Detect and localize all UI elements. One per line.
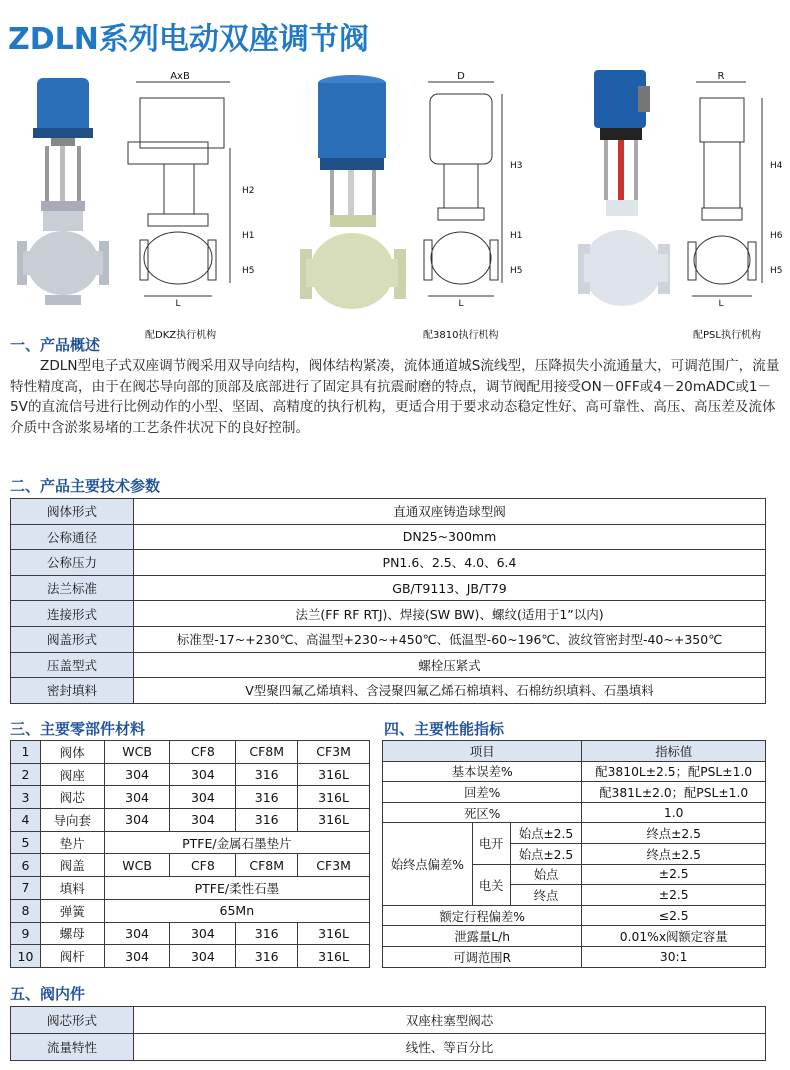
material-cell: 304 bbox=[170, 786, 236, 809]
part-name: 垫片 bbox=[40, 831, 104, 854]
material-cell: WCB bbox=[104, 741, 170, 764]
material-cell: 316L bbox=[298, 763, 370, 786]
material-cell: PTFE/柔性石墨 bbox=[104, 877, 369, 900]
valve-drawing-3810 bbox=[418, 68, 523, 309]
spec-value: PN1.6、2.5、4.0、6.4 bbox=[134, 550, 766, 576]
table-row bbox=[383, 782, 766, 803]
table-row bbox=[383, 761, 766, 782]
table-row bbox=[383, 823, 766, 844]
part-name: 阀芯 bbox=[40, 786, 104, 809]
table-row bbox=[11, 524, 766, 550]
spec-value: 标准型-17~+230℃、高温型+230~+450℃、低温型-60~196℃、波纹管密封型-40~+350℃ bbox=[134, 626, 766, 652]
section-heading-specs: 二、产品主要技术参数 bbox=[10, 477, 161, 495]
row-number: 4 bbox=[11, 809, 41, 832]
page-title: ZDLN系列电动双座调节阀 bbox=[8, 22, 369, 57]
spec-key: 法兰标准 bbox=[11, 575, 134, 601]
figures-row bbox=[0, 68, 790, 340]
spec-key: 公称通径 bbox=[11, 524, 134, 550]
perf-subkey: 终点 bbox=[510, 885, 582, 906]
dim-label: L bbox=[718, 299, 724, 309]
perf-value: ≤2.5 bbox=[582, 905, 766, 926]
table-row bbox=[11, 786, 370, 809]
part-name: 螺母 bbox=[40, 922, 104, 945]
section-heading-performance: 四、主要性能指标 bbox=[384, 720, 505, 738]
table-row bbox=[383, 802, 766, 823]
material-cell: CF3M bbox=[298, 741, 370, 764]
internals-table bbox=[10, 1006, 766, 1061]
material-cell: CF8 bbox=[170, 854, 236, 877]
table-row bbox=[11, 678, 766, 704]
dim-label: H5 bbox=[770, 266, 783, 276]
internal-key: 流量特性 bbox=[11, 1034, 134, 1061]
perf-value: 终点±2.5 bbox=[582, 843, 766, 864]
material-cell: 316L bbox=[298, 922, 370, 945]
material-cell: WCB bbox=[104, 854, 170, 877]
material-cell: CF8M bbox=[236, 741, 298, 764]
part-name: 阀体 bbox=[40, 741, 104, 764]
table-row bbox=[11, 899, 370, 922]
table-row bbox=[11, 922, 370, 945]
dim-label: L bbox=[175, 299, 181, 309]
row-number: 7 bbox=[11, 877, 41, 900]
table-row bbox=[383, 946, 766, 967]
perf-value: 30:1 bbox=[582, 946, 766, 967]
material-cell: PTFE/金属石墨垫片 bbox=[104, 831, 369, 854]
caption-3810: 配3810执行机构 bbox=[423, 330, 499, 341]
caption-dkz: 配DKZ执行机构 bbox=[145, 330, 217, 341]
perf-subkey: 电关 bbox=[472, 864, 510, 905]
row-number: 2 bbox=[11, 763, 41, 786]
table-row bbox=[11, 550, 766, 576]
table-row bbox=[11, 601, 766, 627]
material-cell: CF8 bbox=[170, 741, 236, 764]
material-cell: 316 bbox=[236, 763, 298, 786]
dim-label: H5 bbox=[242, 266, 255, 276]
table-row bbox=[11, 854, 370, 877]
material-cell: 316 bbox=[236, 786, 298, 809]
dim-label: H4 bbox=[770, 161, 783, 171]
row-number: 1 bbox=[11, 741, 41, 764]
dim-label: R bbox=[717, 71, 725, 82]
perf-value: 配3810L±2.5；配PSL±1.0 bbox=[582, 761, 766, 782]
part-name: 阀座 bbox=[40, 763, 104, 786]
material-cell: 304 bbox=[104, 809, 170, 832]
table-header-row bbox=[383, 741, 766, 762]
perf-subkey: 始点±2.5 bbox=[510, 823, 582, 844]
spec-key: 连接形式 bbox=[11, 601, 134, 627]
perf-key: 基本误差% bbox=[383, 761, 582, 782]
material-cell: CF3M bbox=[298, 854, 370, 877]
caption-psl: 配PSL执行机构 bbox=[693, 330, 761, 341]
material-cell: 65Mn bbox=[104, 899, 369, 922]
spec-key: 阀体形式 bbox=[11, 499, 134, 525]
spec-value: GB/T9113、JB/T79 bbox=[134, 575, 766, 601]
table-row bbox=[11, 1034, 766, 1061]
table-row bbox=[11, 575, 766, 601]
row-number: 3 bbox=[11, 786, 41, 809]
spec-key: 公称压力 bbox=[11, 550, 134, 576]
table-row bbox=[383, 926, 766, 947]
table-row bbox=[11, 626, 766, 652]
section-heading-materials: 三、主要零部件材料 bbox=[10, 720, 146, 738]
valve-photo-3810 bbox=[300, 73, 410, 323]
table-row bbox=[11, 831, 370, 854]
perf-value: 终点±2.5 bbox=[582, 823, 766, 844]
spec-key: 密封填料 bbox=[11, 678, 134, 704]
material-cell: 304 bbox=[170, 922, 236, 945]
table-row bbox=[11, 499, 766, 525]
table-row bbox=[11, 877, 370, 900]
perf-subkey: 始点 bbox=[510, 864, 582, 885]
perf-key: 可调范围R bbox=[383, 946, 582, 967]
table-row bbox=[11, 1007, 766, 1034]
perf-subkey: 电开 bbox=[472, 823, 510, 864]
perf-key: 死区% bbox=[383, 802, 582, 823]
table-row bbox=[11, 809, 370, 832]
overview-paragraph: ZDLN型电子式双座调节阀采用双导向结构，阀体结构紧凑，流体通道城S流线型，压降损失小流通量大，可调范围广，流量特性精度高，由于在阀芯导向部的顶部及底部进行了固定具有抗震耐磨的特点，调节阀配用接受ON－0FF或4－20mADC或1－5V的直流信号进行比例动作的小型、坚固、高精度的执行机构，更适合用于要求动态稳定性好、高可靠性、高压、高压差及流体介质中含淤浆易堵的工艺条件状况下的良好控制。 bbox=[10, 358, 780, 436]
part-name: 阀盖 bbox=[40, 854, 104, 877]
section-heading-internals: 五、阀内件 bbox=[10, 985, 86, 1003]
material-cell: 316L bbox=[298, 809, 370, 832]
row-number: 5 bbox=[11, 831, 41, 854]
valve-photo-dkz bbox=[15, 73, 110, 323]
dim-label: H5 bbox=[510, 266, 523, 276]
perf-value: ±2.5 bbox=[582, 885, 766, 906]
table-row bbox=[11, 763, 370, 786]
row-number: 10 bbox=[11, 945, 41, 968]
table-row bbox=[383, 905, 766, 926]
perf-key: 额定行程偏差% bbox=[383, 905, 582, 926]
dim-label: AxB bbox=[170, 71, 190, 82]
row-number: 9 bbox=[11, 922, 41, 945]
valve-drawing-psl bbox=[688, 68, 788, 308]
material-cell: 304 bbox=[170, 809, 236, 832]
material-cell: 304 bbox=[104, 763, 170, 786]
material-cell: 316 bbox=[236, 809, 298, 832]
perf-value: 0.01%x阀额定容量 bbox=[582, 926, 766, 947]
spec-key: 压盖型式 bbox=[11, 652, 134, 678]
part-name: 弹簧 bbox=[40, 899, 104, 922]
valve-photo-psl bbox=[578, 68, 678, 318]
internal-value: 线性、等百分比 bbox=[134, 1034, 766, 1061]
row-number: 6 bbox=[11, 854, 41, 877]
material-cell: 304 bbox=[170, 945, 236, 968]
material-cell: 316 bbox=[236, 922, 298, 945]
dim-label: H2 bbox=[242, 186, 255, 196]
spec-value: DN25~300mm bbox=[134, 524, 766, 550]
perf-value: 配381L±2.0；配PSL±1.0 bbox=[582, 782, 766, 803]
dim-label: H6 bbox=[770, 231, 783, 241]
table-row bbox=[11, 652, 766, 678]
perf-value: ±2.5 bbox=[582, 864, 766, 885]
performance-table bbox=[382, 740, 766, 968]
dim-label: D bbox=[457, 71, 465, 82]
material-cell: 316L bbox=[298, 945, 370, 968]
valve-drawing-dkz bbox=[118, 68, 255, 309]
part-name: 导向套 bbox=[40, 809, 104, 832]
material-cell: 316L bbox=[298, 786, 370, 809]
internal-value: 双座柱塞型阀芯 bbox=[134, 1007, 766, 1034]
table-row bbox=[11, 945, 370, 968]
dim-label: H1 bbox=[242, 231, 255, 241]
header-item: 项目 bbox=[383, 741, 582, 762]
perf-key: 回差% bbox=[383, 782, 582, 803]
row-number: 8 bbox=[11, 899, 41, 922]
material-cell: 304 bbox=[104, 786, 170, 809]
dim-label: L bbox=[458, 299, 464, 309]
spec-value: 直通双座铸造球型阀 bbox=[134, 499, 766, 525]
perf-value: 1.0 bbox=[582, 802, 766, 823]
material-cell: 304 bbox=[104, 945, 170, 968]
materials-table bbox=[10, 740, 370, 968]
perf-subkey: 始点±2.5 bbox=[510, 843, 582, 864]
section-heading-overview: 一、产品概述 bbox=[10, 336, 101, 354]
internal-key: 阀芯形式 bbox=[11, 1007, 134, 1034]
perf-key: 泄露量L/h bbox=[383, 926, 582, 947]
material-cell: 304 bbox=[170, 763, 236, 786]
header-value: 指标值 bbox=[582, 741, 766, 762]
dim-label: H3 bbox=[510, 161, 523, 171]
part-name: 阀杆 bbox=[40, 945, 104, 968]
specs-table bbox=[10, 498, 766, 704]
perf-key: 始终点偏差% bbox=[383, 823, 473, 905]
part-name: 填料 bbox=[40, 877, 104, 900]
material-cell: 304 bbox=[104, 922, 170, 945]
spec-value: 法兰(FF RF RTJ)、焊接(SW BW)、螺纹(适用于1”以内) bbox=[134, 601, 766, 627]
material-cell: CF8M bbox=[236, 854, 298, 877]
spec-key: 阀盖形式 bbox=[11, 626, 134, 652]
material-cell: 316 bbox=[236, 945, 298, 968]
spec-value: 螺栓压紧式 bbox=[134, 652, 766, 678]
table-row bbox=[11, 741, 370, 764]
spec-value: V型聚四氟乙烯填料、含浸聚四氟乙烯石棉填料、石棉纺织填料、石墨填料 bbox=[134, 678, 766, 704]
dim-label: H1 bbox=[510, 231, 523, 241]
